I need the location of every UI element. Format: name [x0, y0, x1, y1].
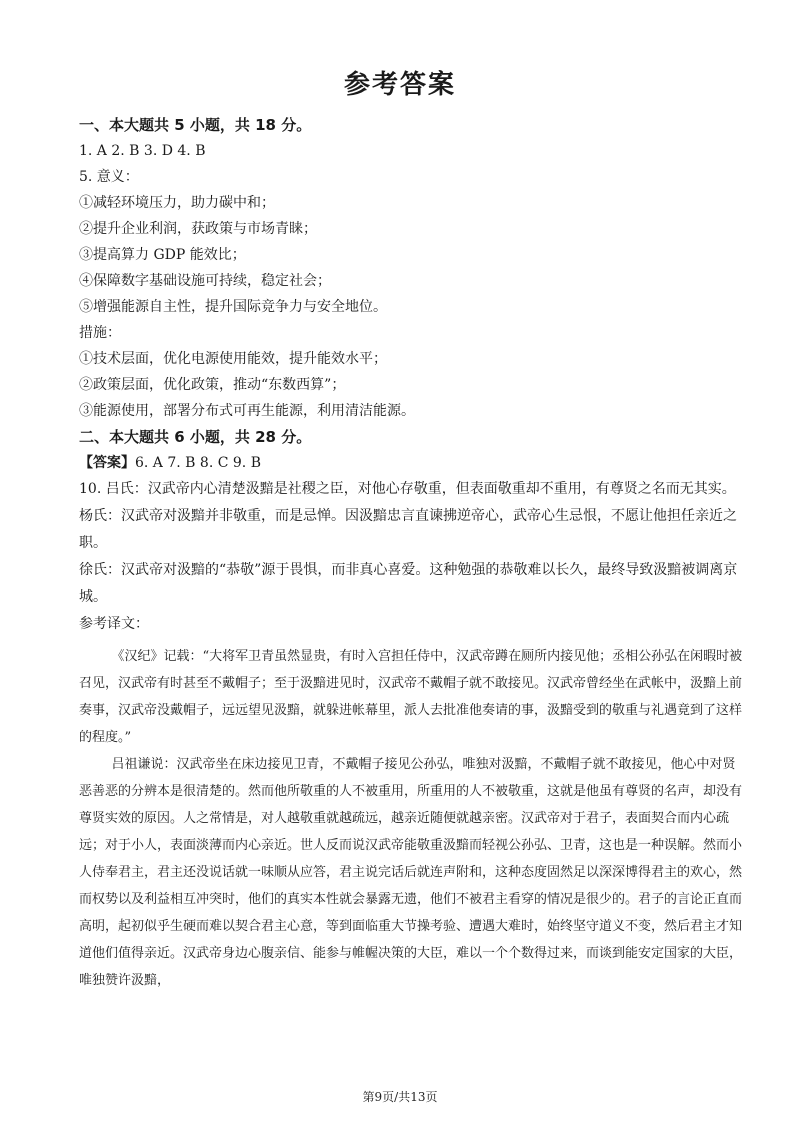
section2-answers: 6. A 7. B 8. C 9. B: [135, 455, 261, 471]
q5-label: 5. 意义：: [79, 169, 139, 185]
meaning-item: ③提高算力 GDP 能效比；: [79, 247, 246, 263]
q10-lu: 10. 吕氏：汉武帝内心清楚汲黯是社稷之臣，对他心存敬重，但表面敬重却不重用，有尊贤之名而无其实。: [79, 481, 736, 497]
answer-content: [79, 112, 747, 994]
measures-label: 措施：: [79, 325, 121, 341]
page-title: 参考答案: [343, 70, 456, 100]
section2-heading: 二、本大题共 6 小题，共 28 分。: [79, 428, 312, 446]
meaning-item: ④保障数字基础设施可持续，稳定社会；: [79, 273, 331, 289]
translation-paragraph: 《汉纪》记载：“大将军卫青虽然显贵，有时入宫担任侍中，汉武帝蹲在厕所内接见他；丞相公孙弘在闲暇时被召见，汉武帝有时甚至不戴帽子；至于汲黯进见时，汉武帝不戴帽子就不敢接见。汉武帝曾经坐在武帐中，汲黯上前奏事，汉武帝没戴帽子，远远望见汲黯，就躲进帐幕里，派人去批准他奏请的事，汲黯受到的敬重与礼遇竟到了这样的程度。”: [79, 649, 743, 745]
page-number: 第9页/共13页: [362, 1090, 438, 1104]
q10-xu: 徐氏：汉武帝对汲黯的“恭敬”源于畏惧，而非真心喜爱。这种勉强的恭敬难以长久，最终导致汲黯被调离京城。: [79, 562, 738, 605]
measure-item: ③能源使用，部署分布式可再生能源，利用清洁能源。: [79, 403, 415, 419]
section1-answers: 1. A 2. B 3. D 4. B: [79, 143, 206, 159]
answer-label: 【答案】: [79, 455, 135, 471]
q10-yang: 杨氏：汉武帝对汲黯并非敬重，而是忌惮。因汲黯忠言直谏拂逆帝心，武帝心生忌恨，不愿让他担任亲近之职。: [79, 508, 737, 551]
meaning-item: ②提升企业利润，获政策与市场青睐；: [79, 221, 317, 237]
meaning-item: ⑤增强能源自主性，提升国际竞争力与安全地位。: [79, 299, 387, 315]
section1-heading: 一、本大题共 5 小题，共 18 分。: [79, 116, 312, 134]
measure-item: ②政策层面，优化政策，推动“东数西算”；: [79, 377, 346, 393]
section2-answers-line: [79, 450, 747, 476]
translation-text: [79, 643, 747, 994]
measure-item: ①技术层面，优化电源使用能效，提升能效水平；: [79, 351, 387, 367]
meaning-item: ①减轻环境压力，助力碳中和；: [79, 195, 275, 211]
translation-label: 参考译文：: [79, 616, 149, 632]
translation-paragraph: 吕祖谦说：汉武帝坐在床边接见卫青，不戴帽子接见公孙弘，唯独对汲黯，不戴帽子就不敢接见，他心中对贤恶善恶的分辨本是很清楚的。然而他所敬重的人不被重用，所重用的人不被敬重，这就是他虽有尊贤的名声，却没有尊贤实效的原因。人之常情是，对人越敬重就越疏远，越亲近随便就越亲密。汉武帝对于君子，表面契合而内心疏远；对于小人，表面淡薄而内心亲近。世人反而说汉武帝能敬重汲黯而轻视公孙弘、卫青，这也是一种误解。然而小人侍奉君主，君主还没说话就一味顺从应答，君主说完话后就连声附和，这种态度固然足以深深博得君主的欢心，然而权势以及利益相互冲突时，他们的真实本性就会暴露无遗，他们不被君主看穿的情况是很少的。君子的言论正直而高明，起初似乎生硬而难以契合君主心意，等到面临重大节操考验、遭遇大难时，始终坚守道义不变，然后君主才知道他们值得亲近。汉武帝身边心腹亲信、能参与帷幄决策的大臣，难以一个个数得过来，而谈到能安定国家的大臣，唯独赞许汲黯，: [79, 757, 743, 988]
